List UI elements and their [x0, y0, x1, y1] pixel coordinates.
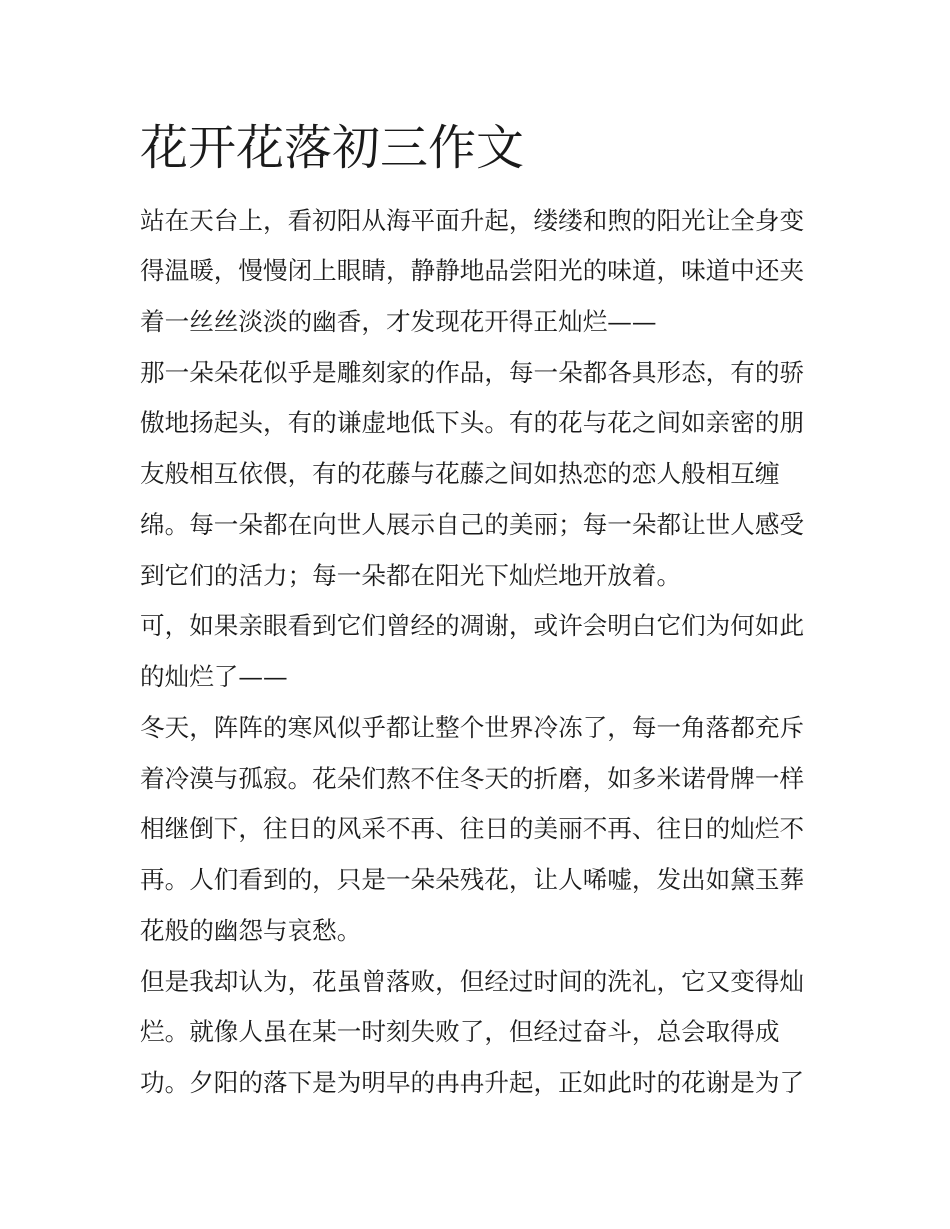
text-line: 但是我却认为，花虽曾落败，但经过时间的洗礼，它又变得灿: [140, 967, 805, 996]
text-line: 烂。就像人虽在某一时刻失败了，但经过奋斗，总会取得成: [140, 1017, 780, 1046]
text-line: 到它们的活力；每一朵都在阳光下灿烂地开放着。: [140, 561, 682, 590]
text-line: 绵。每一朵都在向世人展示自己的美丽；每一朵都让世人感受: [140, 510, 805, 539]
text-line: 友般相互依偎，有的花藤与花藤之间如热恋的恋人般相互缠: [140, 459, 780, 488]
text-line: 花般的幽怨与哀愁。: [140, 916, 362, 945]
text-line: 可，如果亲眼看到它们曾经的凋谢，或许会明白它们为何如此: [140, 611, 805, 640]
text-line: 着一丝丝淡淡的幽香，才发现花开得正灿烂——: [140, 307, 657, 336]
text-line: 再。人们看到的，只是一朵朵残花，让人唏嘘，发出如黛玉葬: [140, 865, 805, 894]
text-line: 得温暖，慢慢闭上眼睛，静静地品尝阳光的味道，味道中还夹: [140, 256, 805, 285]
text-line: 着冷漠与孤寂。花朵们熬不住冬天的折磨，如多米诺骨牌一样: [140, 764, 805, 793]
text-line: 那一朵朵花似乎是雕刻家的作品，每一朵都各具形态，有的骄: [140, 358, 805, 387]
text-line: 傲地扬起头，有的谦虚地低下头。有的花与花之间如亲密的朋: [140, 408, 805, 437]
text-line: 冬天，阵阵的寒风似乎都让整个世界冷冻了，每一角落都充斥: [140, 713, 805, 742]
text-line: 站在天台上，看初阳从海平面升起，缕缕和煦的阳光让全身变: [140, 206, 805, 235]
text-line: 的灿烂了——: [140, 662, 288, 691]
page-title: 花开花落初三作文: [140, 120, 525, 176]
text-line: 相继倒下，往日的风采不再、往日的美丽不再、往日的灿烂不: [140, 814, 805, 843]
text-line: 功。夕阳的落下是为明早的冉冉升起，正如此时的花谢是为了: [140, 1068, 805, 1097]
